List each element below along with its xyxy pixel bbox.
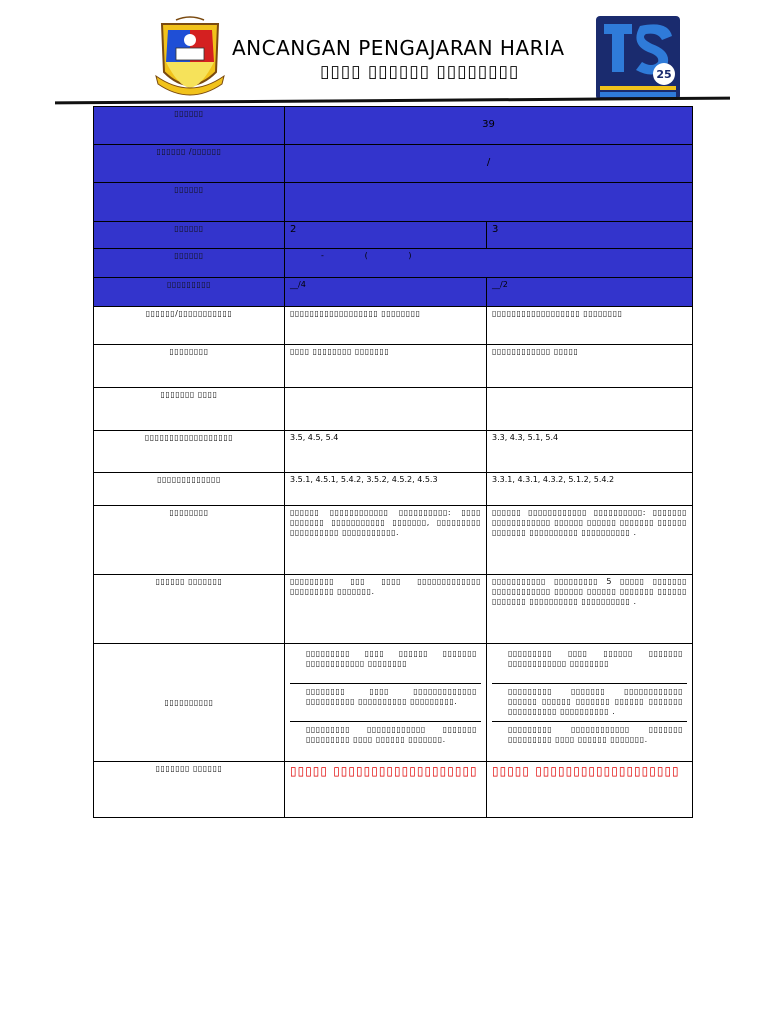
row-success-criteria (94, 575, 693, 644)
label-attendance: ▯▯▯▯▯▯▯▯▯ (94, 278, 285, 307)
row-day-date (94, 145, 693, 183)
ts25-logo-text: 25 (656, 68, 672, 81)
row-theme (94, 307, 693, 345)
value-focus-b[interactable] (487, 388, 693, 431)
value-class-a[interactable]: 2 (285, 222, 487, 249)
row-reflection (94, 762, 693, 818)
value-topic-a[interactable]: ▯▯▯▯ ▯▯▯▯▯▯▯▯ ▯▯▯▯▯▯▯ (285, 345, 487, 388)
row-learning-standard (94, 473, 693, 506)
value-attendance-b[interactable]: __/2 (487, 278, 693, 307)
label-time: ▯▯▯▯▯▯ (94, 249, 285, 278)
label-reflection: ▯▯▯▯▯▯▯ ▯▯▯▯▯▯ (94, 762, 285, 818)
row-week (94, 107, 693, 145)
label-focus: ▯▯▯▯▯▯▯ ▯▯▯▯ (94, 388, 285, 431)
value-activities-a (285, 644, 487, 762)
row-class (94, 222, 693, 249)
row-attendance (94, 278, 693, 307)
label-week: ▯▯▯▯▯▯ (94, 107, 285, 145)
value-subject[interactable] (285, 183, 693, 222)
row-objective (94, 506, 693, 575)
school-crest-icon (150, 14, 230, 100)
value-focus-a[interactable] (285, 388, 487, 431)
activity-b-3[interactable]: ▯▯▯▯▯▯▯▯▯ ▯▯▯▯▯▯▯▯▯▯▯▯ ▯▯▯▯▯▯▯ ▯▯▯▯▯▯▯▯▯ ▯▯▯▯ ▯▯▯▯▯▯ ▯▯▯▯▯▯▯. (508, 725, 684, 744)
value-topic-b[interactable]: ▯▯▯▯▯▯▯▯▯▯▯▯ ▯▯▯▯▯ (487, 345, 693, 388)
value-learning-standard-a[interactable]: 3.5.1, 4.5.1, 5.4.2, 3.5.2, 4.5.2, 4.5.3 (285, 473, 487, 506)
value-success-criteria-b[interactable]: ▯▯▯▯▯▯▯▯▯▯▯ ▯▯▯▯▯▯▯▯▯ 5 ▯▯▯▯▯ ▯▯▯▯▯▯▯ ▯▯▯▯▯▯▯▯▯▯▯▯ ▯▯▯▯▯▯ ▯▯▯▯▯▯ ▯▯▯▯▯▯▯ ▯▯▯▯▯▯ ▯▯▯▯▯▯▯ ▯▯▯▯▯▯▯▯▯▯ ▯▯▯▯▯▯▯▯▯▯ . (487, 575, 693, 644)
lesson-plan-table (93, 106, 693, 818)
document-header (0, 0, 768, 110)
row-subject (94, 183, 693, 222)
value-week[interactable]: 39 (285, 107, 693, 145)
value-day-date[interactable]: / (285, 145, 693, 183)
row-activities (94, 644, 693, 762)
label-success-criteria: ▯▯▯▯▯▯ ▯▯▯▯▯▯▯ (94, 575, 285, 644)
row-focus (94, 388, 693, 431)
label-theme: ▯▯▯▯▯▯/▯▯▯▯▯▯▯▯▯▯▯ (94, 307, 285, 345)
label-day-date: ▯▯▯▯▯▯ /▯▯▯▯▯▯ (94, 145, 285, 183)
row-time (94, 249, 693, 278)
activity-b-1[interactable]: ▯▯▯▯▯▯▯▯▯ ▯▯▯▯ ▯▯▯▯▯▯ ▯▯▯▯▯▯▯ ▯▯▯▯▯▯▯▯▯▯▯▯ ▯▯▯▯▯▯▯▯ (492, 646, 687, 684)
label-class: ▯▯▯▯▯▯ (94, 222, 285, 249)
value-time[interactable]: - ( ) (285, 249, 693, 278)
value-attendance-a[interactable]: __/4 (285, 278, 487, 307)
value-success-criteria-a[interactable]: ▯▯▯▯▯▯▯▯▯ ▯▯▯ ▯▯▯▯ ▯▯▯▯▯▯▯▯▯▯▯▯▯ ▯▯▯▯▯▯▯▯▯ ▯▯▯▯▯▯▯. (285, 575, 487, 644)
value-reflection-a[interactable]: ▯▯▯▯▯ ▯▯▯▯▯▯▯▯▯▯▯▯▯▯▯▯▯▯▯ (285, 762, 487, 818)
value-content-standard-a[interactable]: 3.5, 4.5, 5.4 (285, 431, 487, 473)
label-content-standard: ▯▯▯▯▯▯▯▯▯▯▯▯▯▯▯▯▯▯ (94, 431, 285, 473)
page-subtitle: ▯▯▯▯ ▯▯▯▯▯▯ ▯▯▯▯▯▯▯▯ (320, 62, 520, 82)
label-activities: ▯▯▯▯▯▯▯▯▯▯ (94, 644, 285, 762)
activity-b-2[interactable]: ▯▯▯▯▯▯▯▯▯ ▯▯▯▯▯▯▯ ▯▯▯▯▯▯▯▯▯▯▯▯ ▯▯▯▯▯▯ ▯▯▯▯▯▯ ▯▯▯▯▯▯▯ ▯▯▯▯▯▯ ▯▯▯▯▯▯▯ ▯▯▯▯▯▯▯▯▯▯ ▯▯▯▯▯▯▯▯▯▯ . (492, 684, 687, 722)
label-topic: ▯▯▯▯▯▯▯▯ (94, 345, 285, 388)
value-learning-standard-b[interactable]: 3.3.1, 4.3.1, 4.3.2, 5.1.2, 5.4.2 (487, 473, 693, 506)
activity-a-2[interactable]: ▯▯▯▯▯▯▯▯ ▯▯▯▯ ▯▯▯▯▯▯▯▯▯▯▯▯▯ ▯▯▯▯▯▯▯▯▯▯ ▯▯▯▯▯▯▯▯▯▯ ▯▯▯▯▯▯▯▯▯. (290, 684, 481, 722)
label-subject: ▯▯▯▯▯▯ (94, 183, 285, 222)
label-learning-standard: ▯▯▯▯▯▯▯▯▯▯▯▯▯ (94, 473, 285, 506)
row-content-standard (94, 431, 693, 473)
row-topic (94, 345, 693, 388)
label-objective: ▯▯▯▯▯▯▯▯ (94, 506, 285, 575)
value-reflection-b[interactable]: ▯▯▯▯▯ ▯▯▯▯▯▯▯▯▯▯▯▯▯▯▯▯▯▯▯ (487, 762, 693, 818)
value-class-b[interactable]: 3 (487, 222, 693, 249)
value-objective-b[interactable]: ▯▯▯▯▯▯ ▯▯▯▯▯▯▯▯▯▯▯▯ ▯▯▯▯▯▯▯▯▯▯: ▯▯▯▯▯▯▯ ▯▯▯▯▯▯▯▯▯▯▯▯ ▯▯▯▯▯▯ ▯▯▯▯▯▯ ▯▯▯▯▯▯▯ ▯▯▯▯▯▯ ▯▯▯▯▯▯▯ ▯▯▯▯▯▯▯▯▯▯ ▯▯▯▯▯▯▯▯▯▯ . (487, 506, 693, 575)
value-theme-b[interactable]: ▯▯▯▯▯▯▯▯▯▯▯▯▯▯▯▯▯▯ ▯▯▯▯▯▯▯▯ (487, 307, 693, 345)
value-content-standard-b[interactable]: 3.3, 4.3, 5.1, 5.4 (487, 431, 693, 473)
ts25-logo-icon (596, 16, 680, 100)
value-objective-a[interactable]: ▯▯▯▯▯▯ ▯▯▯▯▯▯▯▯▯▯▯▯ ▯▯▯▯▯▯▯▯▯▯: ▯▯▯▯ ▯▯▯▯▯▯▯ ▯▯▯▯▯▯▯▯▯▯▯ ▯▯▯▯▯▯▯, ▯▯▯▯▯▯▯▯▯ ▯▯▯▯▯▯▯▯▯▯ ▯▯▯▯▯▯▯▯▯▯▯. (285, 506, 487, 575)
value-theme-a[interactable]: ▯▯▯▯▯▯▯▯▯▯▯▯▯▯▯▯▯▯ ▯▯▯▯▯▯▯▯ (285, 307, 487, 345)
activity-a-1[interactable]: ▯▯▯▯▯▯▯▯▯ ▯▯▯▯ ▯▯▯▯▯▯ ▯▯▯▯▯▯▯ ▯▯▯▯▯▯▯▯▯▯▯▯ ▯▯▯▯▯▯▯▯ (290, 646, 481, 684)
activity-a-3[interactable]: ▯▯▯▯▯▯▯▯▯ ▯▯▯▯▯▯▯▯▯▯▯▯ ▯▯▯▯▯▯▯ ▯▯▯▯▯▯▯▯▯ ▯▯▯▯ ▯▯▯▯▯▯ ▯▯▯▯▯▯▯. (306, 725, 477, 744)
value-activities-b (487, 644, 693, 762)
page-title: ANCANGAN PENGAJARAN HARIA (232, 36, 565, 60)
